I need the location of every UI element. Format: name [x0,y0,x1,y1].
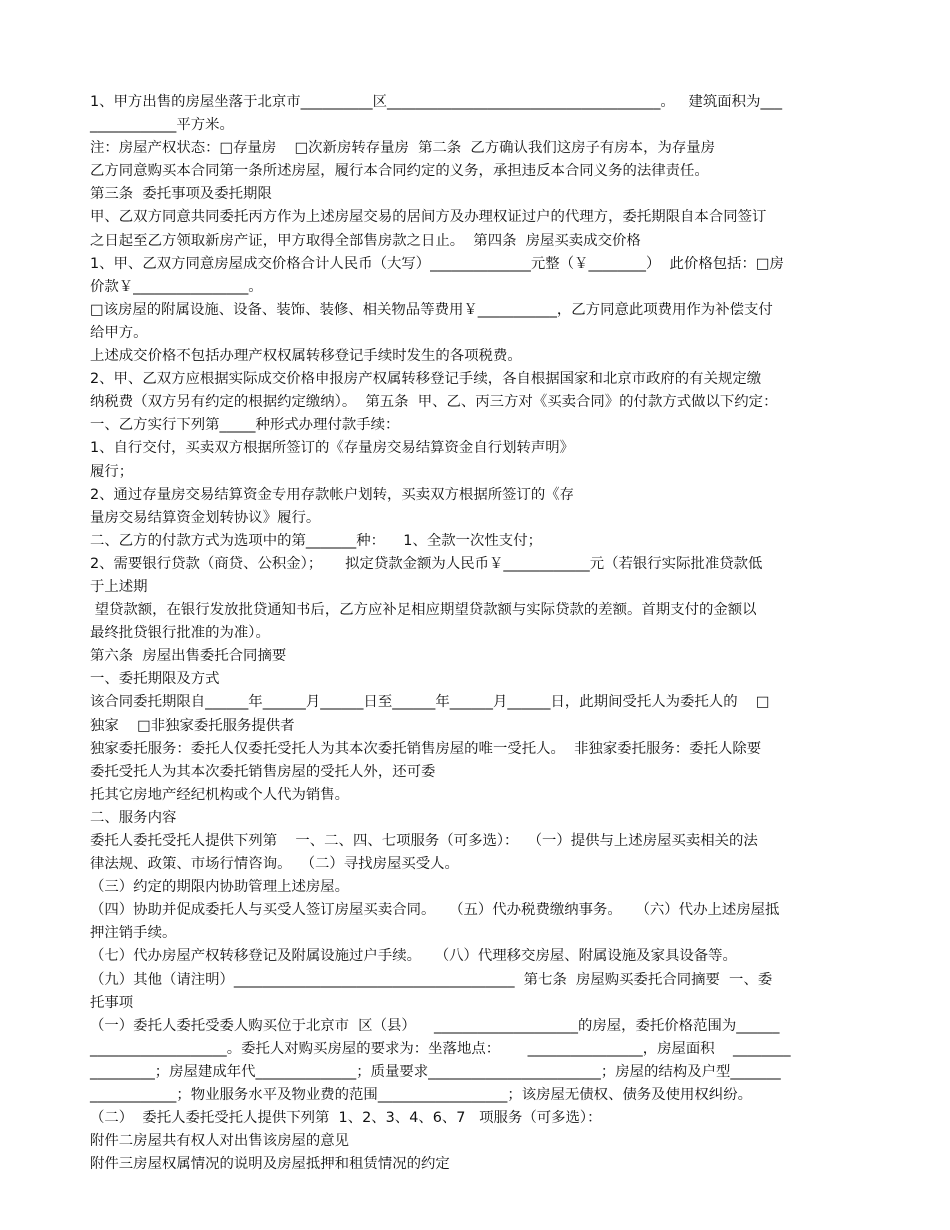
text-line: _________；房屋建成年代______________；质量要求________________________；房屋的结构及户型_______ [90,1063,781,1080]
text-line: 上述成交价格不包括办理产权权属转移登记手续时发生的各项税费。 [90,348,522,365]
text-line: 二、服务内容 [90,809,177,826]
text-line: 附件二房屋共有权人对出售该房屋的意见 [90,1133,350,1150]
text-line: （三）约定的期限内协助管理上述房屋。 [90,879,350,896]
text-line: 量房交易结算资金划转协议》履行。 [90,509,321,526]
text-line: 委托人委托受托人提供下列第 一、二、四、七项服务（可多选）： （一）提供与上述房屋买卖相关的法 [90,833,758,849]
text-line: 押注销手续。 [90,925,177,942]
text-line: （九）其他（请注明）_______________________________________ 第七条 房屋购买委托合同摘要 一、委 [90,971,773,988]
text-line: ____________；物业服务水平及物业费的范围__________________；该房屋无债权、债务及使用权纠纷。 [90,1087,752,1104]
text-line: 独家委托服务：委托人仅委托受托人为其本次委托销售房屋的唯一受托人。 非独家委托服务：委托人除要 [90,740,762,757]
text-line: 一、乙方实行下列第_____种形式办理付款手续： [90,417,400,434]
text-line: 于上述期 [90,578,148,595]
text-line: □该房屋的附属设施、设备、装饰、装修、相关物品等费用￥___________，乙方同意此项费用作为补偿支付 [90,301,773,318]
text-line: 履行； [90,463,134,480]
text-line: 托事项 [90,994,134,1011]
text-line: 该合同委托期限自______年______月______日至______年______月______日，此期间受托人为委托人的 □ [90,694,770,711]
text-line: 甲、乙双方同意共同委托丙方作为上述房屋交易的居间方及办理权证过户的代理方，委托期限自本合同签订 [90,209,767,226]
text-line: 委托受托人为其本次委托销售房屋的受托人外，还可委 [90,763,436,780]
text-line: 2、通过存量房交易结算资金专用存款帐户划转，买卖双方根据所签订的《存 [90,486,575,503]
text-line: 2、甲、乙双方应根据实际成交价格申报房产权属转移登记手续，各自根据国家和北京市政府的有关规定缴 [90,371,762,388]
text-line: 托其它房地产经纪机构或个人代为销售。 [90,786,350,803]
text-line: 价款￥________________。 [90,278,263,295]
text-line: 1、甲、乙双方同意房屋成交价格合计人民币（大写）______________元整（￥________） 此价格包括：□房 [90,255,784,272]
text-line: 之日起至乙方领取新房产证，甲方取得全部售房款之日止。 第四条 房屋买卖成交价格 [90,232,641,249]
text-line: （一）委托人委托受委人购买位于北京市 区（县） ____________________的房屋，委托价格范围为______ [90,1017,780,1034]
text-line: 1、甲方出售的房屋坐落于北京市__________区______________________________________。 建筑面积为___ [90,94,783,110]
document-body [90,91,870,1176]
text-line: （七）代办房屋产权转移登记及附属设施过户手续。 （八）代理移交房屋、附属设施及家具设备等。 [90,948,737,965]
section-heading: 第三条 委托事项及委托期限 [90,186,272,203]
text-line: 1、自行交付，买卖双方根据所签订的《存量房交易结算资金自行划转声明》 [90,440,575,457]
text-line: 乙方同意购买本合同第一条所述房屋，履行本合同约定的义务，承担违反本合同义务的法律责任。 [90,163,709,180]
text-line: 2、需要银行贷款（商贷、公积金）； 拟定贷款金额为人民币￥____________元（若银行实际批准贷款低 [90,555,763,572]
section-heading: 第六条 房屋出售委托合同摘要 [90,648,287,665]
text-line: 律法规、政策、市场行情咨询。 （二）寻找房屋买受人。 [90,856,459,873]
text-line: ____________平方米。 [90,117,234,134]
text-line: （二） 委托人委托受托人提供下列第 1、2、3、4、6、7 项服务（可多选）： [90,1110,602,1127]
text-line: 给甲方。 [90,324,148,341]
text-line: 最终批贷银行批准的为准）。 [90,625,270,642]
text-line: 独家 □非独家委托服务提供者 [90,717,295,734]
text-line: 二、乙方的付款方式为选项中的第_______种： 1、全款一次性支付； [90,532,542,549]
text-line: （四）协助并促成委托人与买受人签订房屋买卖合同。 （五）代办税费缴纳事务。 （六）代办上述房屋抵 [90,902,780,919]
text-line: 附件三房屋权属情况的说明及房屋抵押和租赁情况的约定 [90,1156,450,1173]
text-line: 一、委托期限及方式 [90,671,220,688]
text-line: ___________________。委托人对购买房屋的要求为：坐落地点： ________________，房屋面积 ________ [90,1040,791,1057]
text-line: 望贷款额，在银行发放批贷通知书后，乙方应补足相应期望贷款额与实际贷款的差额。首期支付的金额以 [90,602,757,619]
text-line: 注：房屋产权状态：□存量房 □次新房转存量房 第二条 乙方确认我们这房子有房本，为存量房 [90,140,716,157]
text-line: 纳税费（双方另有约定的根据约定缴纳）。 第五条 甲、乙、丙三方对《买卖合同》的付款方式做以下约定： [90,394,778,411]
